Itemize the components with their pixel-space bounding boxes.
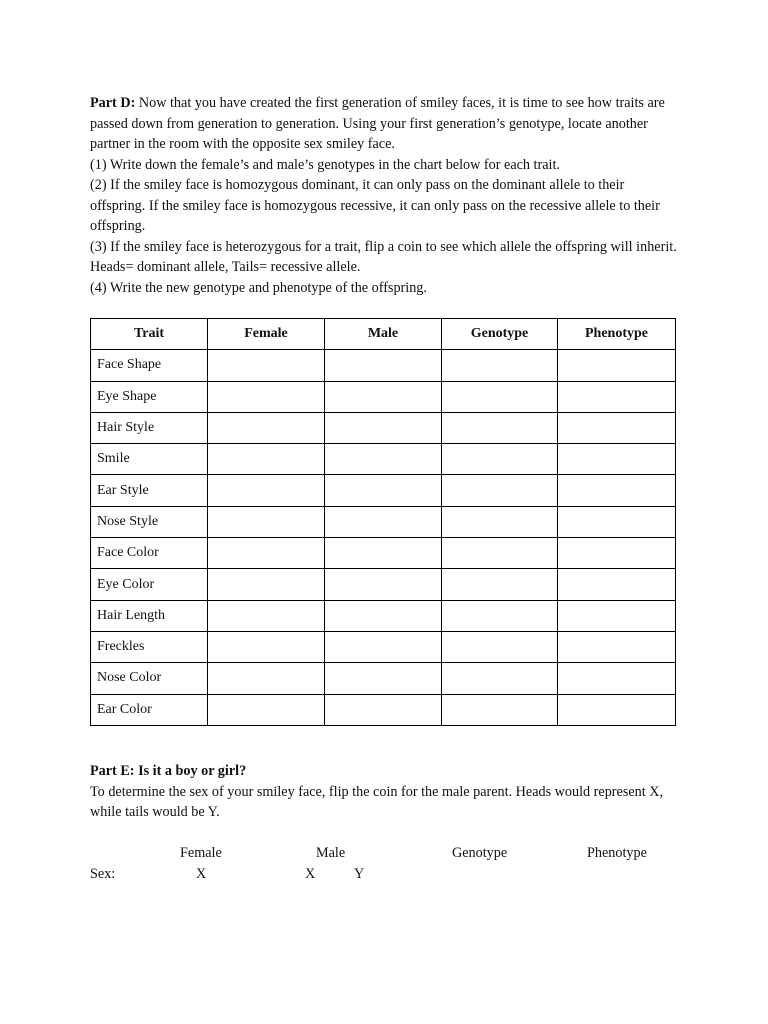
table-row: [91, 631, 676, 662]
part-e-instructions: To determine the sex of your smiley face, flip the coin for the male parent. Heads would represent X, while tails would be Y.: [90, 783, 664, 820]
phenotype-entry-cell[interactable]: [558, 506, 676, 537]
genotype-entry-cell[interactable]: [442, 569, 558, 600]
phenotype-entry-cell[interactable]: [558, 600, 676, 631]
part-d-intro: [90, 93, 680, 155]
male-entry-cell[interactable]: [325, 444, 442, 475]
male-entry-cell[interactable]: [325, 538, 442, 569]
table-row: [91, 475, 676, 506]
trait-name-cell: Eye Color: [91, 569, 208, 600]
genotype-entry-cell[interactable]: [442, 350, 558, 381]
male-entry-cell[interactable]: [325, 350, 442, 381]
sex-male-allele-x: X: [305, 866, 316, 882]
female-entry-cell[interactable]: [208, 569, 325, 600]
genotype-entry-cell[interactable]: [442, 381, 558, 412]
table-row: [91, 506, 676, 537]
part-d-section: [90, 93, 680, 298]
traits-table: [90, 318, 676, 726]
sex-header-male: Male: [316, 845, 346, 861]
phenotype-entry-cell[interactable]: [558, 381, 676, 412]
trait-name-cell: Face Color: [91, 538, 208, 569]
sex-row-label: Sex:: [90, 866, 116, 882]
male-entry-cell[interactable]: [325, 663, 442, 694]
part-d-step-2: (2) If the smiley face is homozygous dominant, it can only pass on the dominant allele to their offspring. If the smiley face is homozygous recessive, it can only pass on the recessive allele to their offspring.: [90, 177, 660, 234]
female-entry-cell[interactable]: [208, 538, 325, 569]
table-row: [91, 663, 676, 694]
sex-female-allele: X: [196, 866, 207, 882]
part-d-step-1: (1) Write down the female’s and male’s genotypes in the chart below for each trait.: [90, 156, 560, 173]
female-entry-cell[interactable]: [208, 694, 325, 725]
phenotype-entry-cell[interactable]: [558, 412, 676, 443]
male-entry-cell[interactable]: [325, 506, 442, 537]
traits-table-body: [91, 350, 676, 726]
sex-header-phenotype: Phenotype: [587, 845, 647, 861]
male-entry-cell[interactable]: [325, 475, 442, 506]
phenotype-entry-cell[interactable]: [558, 350, 676, 381]
trait-name-cell: Hair Style: [91, 412, 208, 443]
phenotype-entry-cell[interactable]: [558, 475, 676, 506]
genotype-entry-cell[interactable]: [442, 506, 558, 537]
trait-name-cell: Ear Color: [91, 694, 208, 725]
trait-name-cell: Eye Shape: [91, 381, 208, 412]
phenotype-entry-cell[interactable]: [558, 569, 676, 600]
male-entry-cell[interactable]: [325, 631, 442, 662]
genotype-entry-cell[interactable]: [442, 694, 558, 725]
part-d-intro-text: Now that you have created the first generation of smiley faces, it is time to see how traits are passed down from generation to generation. Using your first generation’s genotype, locate another partner in the room with the opposite sex smiley face.: [90, 95, 665, 152]
phenotype-entry-cell[interactable]: [558, 631, 676, 662]
male-entry-cell[interactable]: [325, 569, 442, 600]
female-entry-cell[interactable]: [208, 663, 325, 694]
trait-name-cell: Hair Length: [91, 600, 208, 631]
header-phenotype: Phenotype: [558, 319, 676, 350]
male-entry-cell[interactable]: [325, 412, 442, 443]
table-row: [91, 694, 676, 725]
table-row: [91, 538, 676, 569]
trait-name-cell: Freckles: [91, 631, 208, 662]
female-entry-cell[interactable]: [208, 381, 325, 412]
part-d-step-3: (3) If the smiley face is heterozygous for a trait, flip a coin to see which allele the offspring will inherit. Heads= dominant allele, Tails= recessive allele.: [90, 238, 677, 275]
part-e-section: [90, 761, 680, 823]
female-entry-cell[interactable]: [208, 506, 325, 537]
sex-header-female: Female: [180, 845, 222, 861]
female-entry-cell[interactable]: [208, 444, 325, 475]
phenotype-entry-cell[interactable]: [558, 663, 676, 694]
header-trait: Trait: [91, 319, 208, 350]
genotype-entry-cell[interactable]: [442, 600, 558, 631]
trait-name-cell: Smile: [91, 444, 208, 475]
trait-name-cell: Face Shape: [91, 350, 208, 381]
trait-name-cell: Nose Style: [91, 506, 208, 537]
header-genotype: Genotype: [442, 319, 558, 350]
sex-header-genotype: Genotype: [452, 845, 508, 861]
sex-male-allele-y: Y: [354, 866, 365, 882]
table-row: [91, 600, 676, 631]
genotype-entry-cell[interactable]: [442, 475, 558, 506]
table-row: [91, 444, 676, 475]
part-d-step-4: (4) Write the new genotype and phenotype of the offspring.: [90, 279, 427, 296]
phenotype-entry-cell[interactable]: [558, 538, 676, 569]
male-entry-cell[interactable]: [325, 600, 442, 631]
part-d-label: Part D:: [90, 95, 136, 111]
table-row: [91, 412, 676, 443]
genotype-entry-cell[interactable]: [442, 538, 558, 569]
table-header-row: [91, 319, 676, 350]
header-female: Female: [208, 319, 325, 350]
genotype-entry-cell[interactable]: [442, 631, 558, 662]
female-entry-cell[interactable]: [208, 631, 325, 662]
phenotype-entry-cell[interactable]: [558, 444, 676, 475]
female-entry-cell[interactable]: [208, 350, 325, 381]
male-entry-cell[interactable]: [325, 381, 442, 412]
female-entry-cell[interactable]: [208, 600, 325, 631]
female-entry-cell[interactable]: [208, 475, 325, 506]
trait-name-cell: Nose Color: [91, 663, 208, 694]
table-row: [91, 381, 676, 412]
trait-name-cell: Ear Style: [91, 475, 208, 506]
table-row: [91, 569, 676, 600]
female-entry-cell[interactable]: [208, 412, 325, 443]
table-row: [91, 350, 676, 381]
header-male: Male: [325, 319, 442, 350]
genotype-entry-cell[interactable]: [442, 663, 558, 694]
male-entry-cell[interactable]: [325, 694, 442, 725]
genotype-entry-cell[interactable]: [442, 412, 558, 443]
phenotype-entry-cell[interactable]: [558, 694, 676, 725]
genotype-entry-cell[interactable]: [442, 444, 558, 475]
part-e-title: Part E: Is it a boy or girl?: [90, 763, 247, 779]
